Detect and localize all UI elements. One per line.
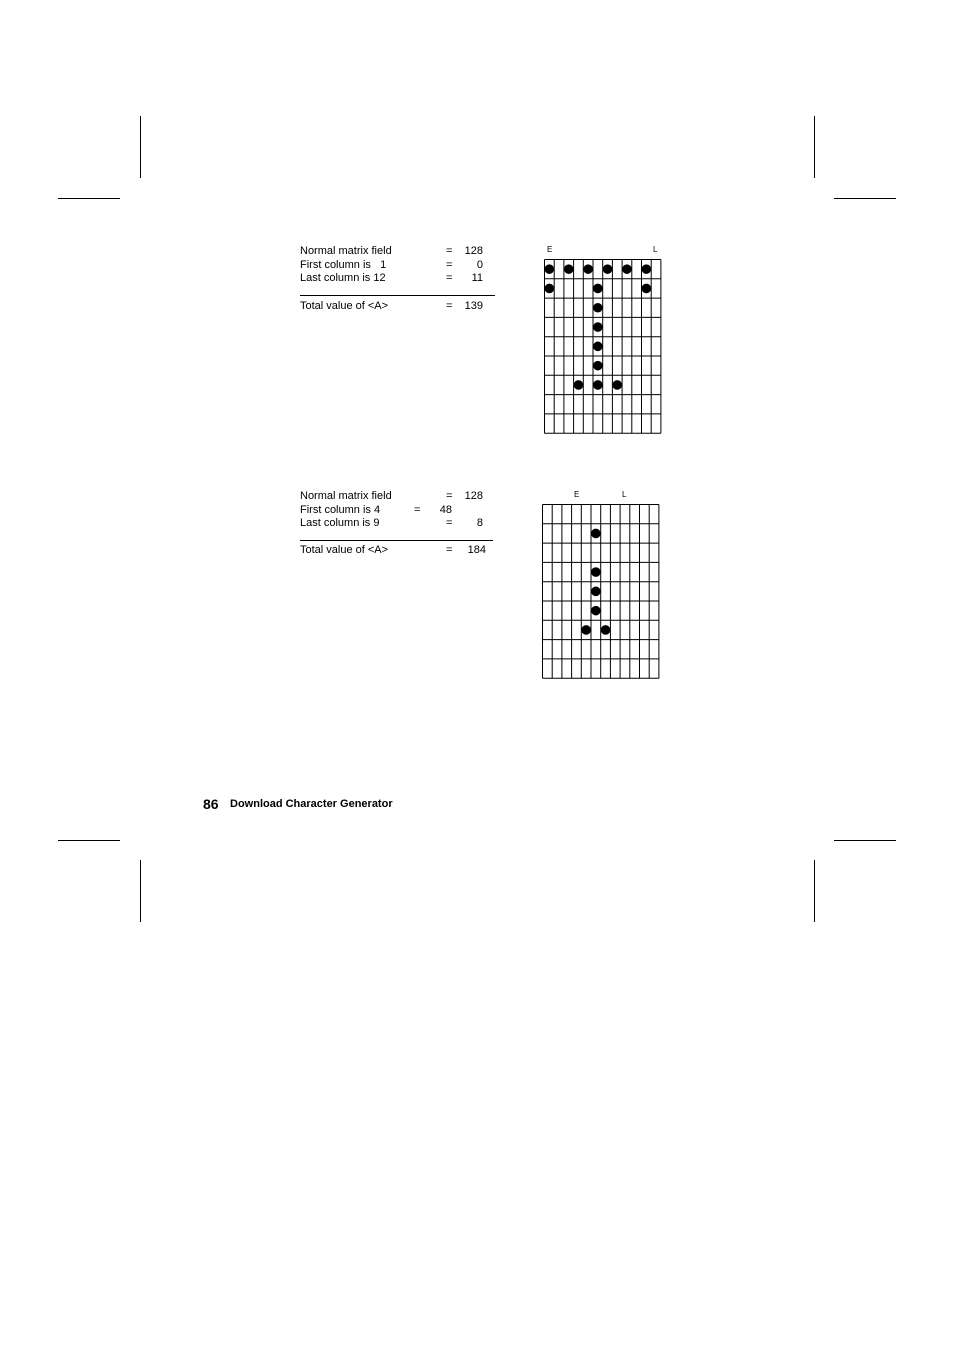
grid1-dot	[593, 361, 603, 371]
grid1-dot	[593, 380, 603, 390]
crop-mark-bottom-left-horizontal	[58, 840, 120, 841]
grid2-dot	[591, 567, 601, 577]
grid1-dot	[593, 322, 603, 332]
grid1-dot	[603, 264, 613, 274]
calc1-value-0: 128	[464, 245, 483, 257]
grid1-dot	[642, 264, 652, 274]
grid1-dot	[545, 264, 555, 274]
grid2-dot	[591, 606, 601, 616]
grid1-last-column-label: L	[653, 245, 658, 254]
crop-mark-bottom-right-vertical	[814, 860, 815, 922]
calc1-label-1: First column is 1	[300, 259, 387, 271]
calc1-total-rule	[300, 295, 495, 296]
calc1-total-value: 139	[464, 300, 483, 312]
grid2-dot	[591, 587, 601, 597]
crop-mark-top-right-horizontal	[834, 198, 896, 199]
calc2-total-label: Total value of <A>	[300, 544, 389, 556]
calc1-op-0: =	[446, 245, 453, 257]
page-number: 86	[203, 796, 219, 812]
calc1-value-1: 0	[476, 259, 483, 271]
crop-mark-top-left-vertical	[140, 116, 141, 178]
grid1-dot	[593, 342, 603, 352]
grid1-dot	[593, 303, 603, 313]
calc1-value-2: 11	[471, 272, 483, 284]
calc2-value-1: 48	[439, 504, 452, 516]
calc1-total-label: Total value of <A>	[300, 300, 389, 312]
calc2-total-op: =	[446, 544, 453, 556]
calc2-label-1: First column is 4	[300, 504, 381, 516]
grid2-dot	[601, 625, 611, 635]
crop-mark-top-right-vertical	[814, 116, 815, 178]
calc1-total-op: =	[446, 300, 453, 312]
grid2-dot	[591, 529, 601, 539]
running-footer-title: Download Character Generator	[230, 798, 393, 810]
crop-mark-bottom-left-vertical	[140, 860, 141, 922]
calc2-value-2: 8	[476, 517, 483, 529]
calc2-value-0: 128	[464, 490, 483, 502]
calc2-op-1: =	[414, 504, 421, 516]
calc2-total-rule	[300, 540, 493, 541]
grid1-dot	[642, 284, 652, 294]
grid2-first-column-label: E	[574, 490, 580, 499]
dot-matrix-grid-1	[544, 259, 664, 437]
grid2-dot	[581, 625, 591, 635]
calc1-op-1: =	[446, 259, 453, 271]
grid1-dot	[574, 380, 584, 390]
grid1-dot	[545, 284, 555, 294]
grid2-last-column-label: L	[622, 490, 627, 499]
crop-mark-top-left-horizontal	[58, 198, 120, 199]
calc1-op-2: =	[446, 272, 453, 284]
crop-mark-bottom-right-horizontal	[834, 840, 896, 841]
dot-matrix-grid-2	[542, 504, 662, 682]
grid1-dot	[622, 264, 632, 274]
calc1-label-0: Normal matrix field	[300, 245, 392, 257]
calc2-label-0: Normal matrix field	[300, 490, 392, 502]
calc1-label-2: Last column is 12	[300, 272, 386, 284]
calc2-total-value: 184	[467, 544, 486, 556]
calc2-op-2: =	[446, 517, 453, 529]
grid1-dot	[612, 380, 622, 390]
calc2-label-2: Last column is 9	[300, 517, 380, 529]
grid1-dot	[583, 264, 593, 274]
grid1-dot	[564, 264, 574, 274]
grid1-dot	[593, 284, 603, 294]
calc2-op-0: =	[446, 490, 453, 502]
grid1-first-column-label: E	[547, 245, 553, 254]
